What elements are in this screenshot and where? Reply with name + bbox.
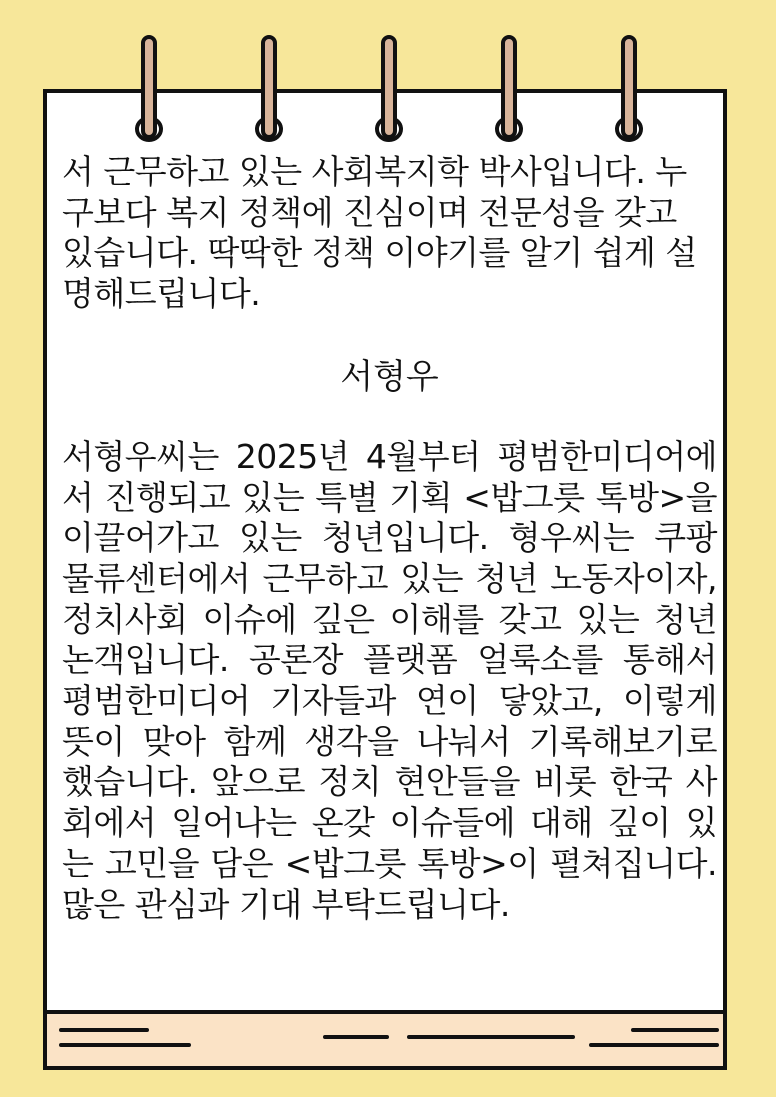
note-text-area xyxy=(62,152,717,925)
bio-paragraph: 서형우씨는 2025년 4월부터 평범한미디어에서 진행되고 있는 특별 기획 <밥그릇 톡방>을 이끌어가고 있는 청년입니다. 형우씨는 쿠팡 물류센터에서 근무하고 있는 청년 노동자이자, 정치사회 이슈에 깊은 이해를 갖고 있는 청년 논객입니다. 공론장 플랫폼 얼룩소를 통해서 평범한미디어 기자들과 연이 닿았고, 이렇게 뜻이 맞아 함께 생각을 나눠서 기록해보기로 했습니다. 앞으로 정치 현안들을 비롯 한국 사회에서 일어나는 온갖 이슈들에 대해 깊이 있는 고민을 담은 <밥그릇 톡방>이 펼쳐집니다. 많은 관심과 기대 부탁드립니다. xyxy=(62,436,717,924)
notepad-footer-band xyxy=(47,1010,723,1066)
footer-decorative-lines xyxy=(47,1014,723,1066)
person-name-heading: 서형우 xyxy=(340,356,439,397)
intro-paragraph: 서 근무하고 있는 사회복지학 박사입니다. 누구보다 복지 정책에 진심이며 전문성을 갖고 있습니다. 딱딱한 정책 이야기를 알기 쉽게 설명해드립니다. xyxy=(62,152,697,314)
